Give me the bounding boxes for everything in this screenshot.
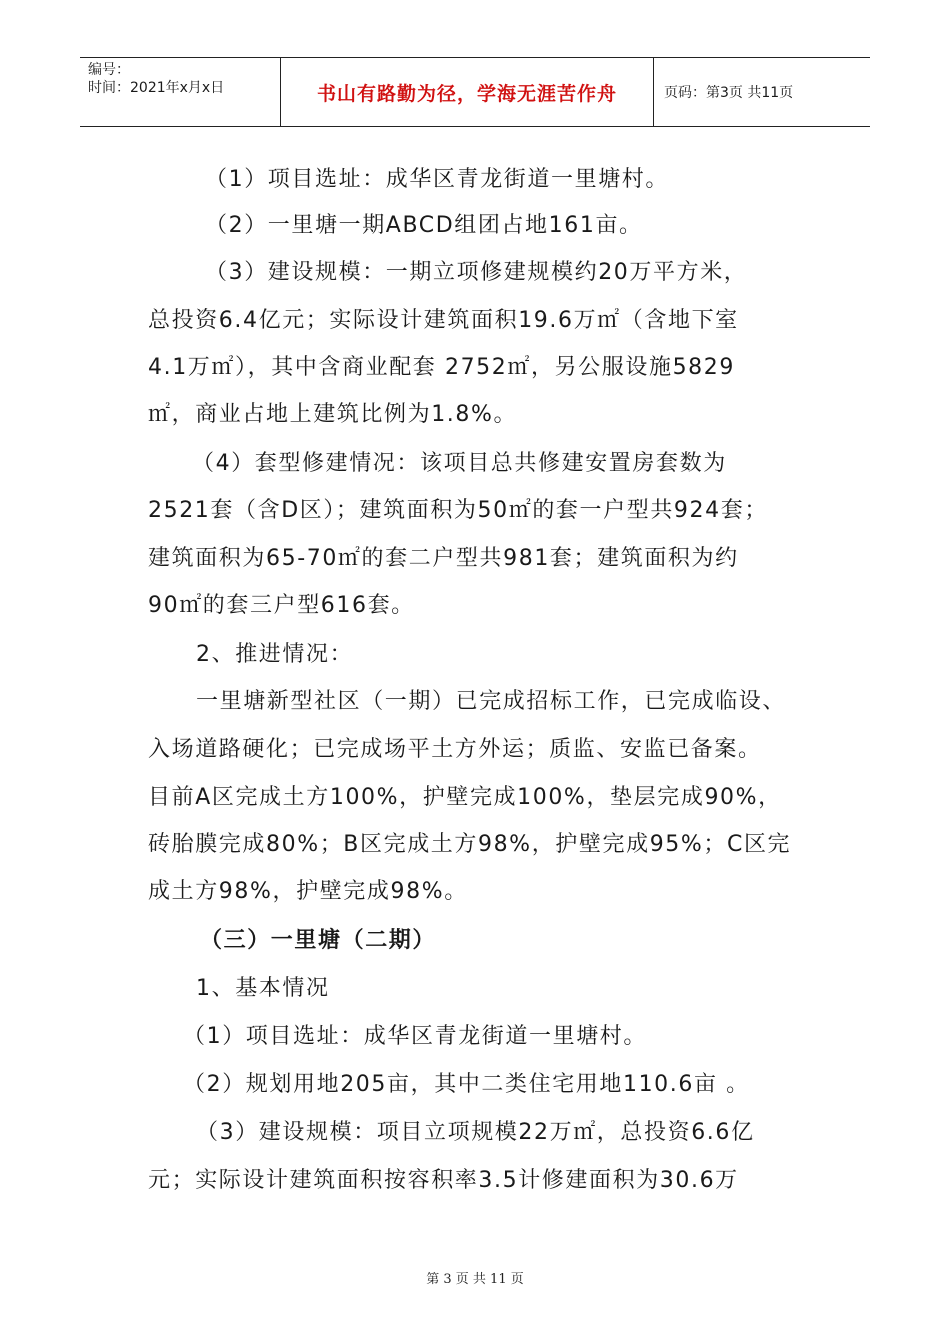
paragraph-line: 4.1万㎡），其中含商业配套 2752㎡，另公服设施5829 [148,355,735,380]
number-label: 编号： [88,62,130,78]
paragraph-line: 总投资6.4亿元；实际设计建筑面积19.6万㎡（含地下室 [148,308,739,333]
paragraph-line: 2521套（含D区）；建筑面积为50㎡的套一户型共924套； [148,498,768,523]
paragraph-line: （1）项目选址：成华区青龙街道一里塘村。 [183,1024,647,1049]
page-footer: 第 3 页 共 11 页 [426,1272,524,1287]
section-heading: 1、基本情况 [196,976,330,1001]
paragraph-line: （1）项目选址：成华区青龙街道一里塘村。 [205,167,669,192]
paragraph-line: 砖胎膜完成80%；B区完成土方98%，护壁完成95%；C区完 [148,832,792,857]
paragraph-line: 一里塘新型社区（一期）已完成招标工作，已完成临设、 [196,689,787,714]
paragraph-line: （2）规划用地205亩，其中二类住宅用地110.6亩 。 [183,1072,750,1097]
paragraph-line: （4）套型修建情况：该项目总共修建安置房套数为 [192,451,727,476]
paragraph-line: （2）一里塘一期ABCD组团占地161亩。 [205,213,643,238]
header-motto: 书山有路勤为径，学海无涯苦作舟 [281,58,654,126]
paragraph-line: 目前A区完成土方100%，护壁完成100%，垫层完成90%， [148,785,782,810]
paragraph-line: （3）建设规模：一期立项修建规模约20万平方米， [205,260,748,285]
paragraph-line: （3）建设规模：项目立项规模22万㎡，总投资6.6亿 [196,1120,755,1145]
paragraph-line: 成土方98%，护壁完成98%。 [148,879,468,904]
section-heading: （三）一里塘（二期） [200,928,437,953]
time-label: 时间：2021年x月x日 [88,80,225,96]
paragraph-line: 建筑面积为65-70㎡的套二户型共981套；建筑面积为约 [148,546,739,571]
paragraph-line: 90㎡的套三户型616套。 [148,593,415,618]
paragraph-line: ㎡，商业占地上建筑比例为1.8%。 [148,402,518,427]
paragraph-line: 入场道路硬化；已完成场平土方外运；质监、安监已备案。 [148,737,762,762]
section-heading: 2、推进情况： [196,642,354,667]
header-page-info: 页码：第3页 共11页 [664,85,794,101]
paragraph-line: 元；实际设计建筑面积按容积率3.5计修建面积为30.6万 [148,1168,739,1193]
